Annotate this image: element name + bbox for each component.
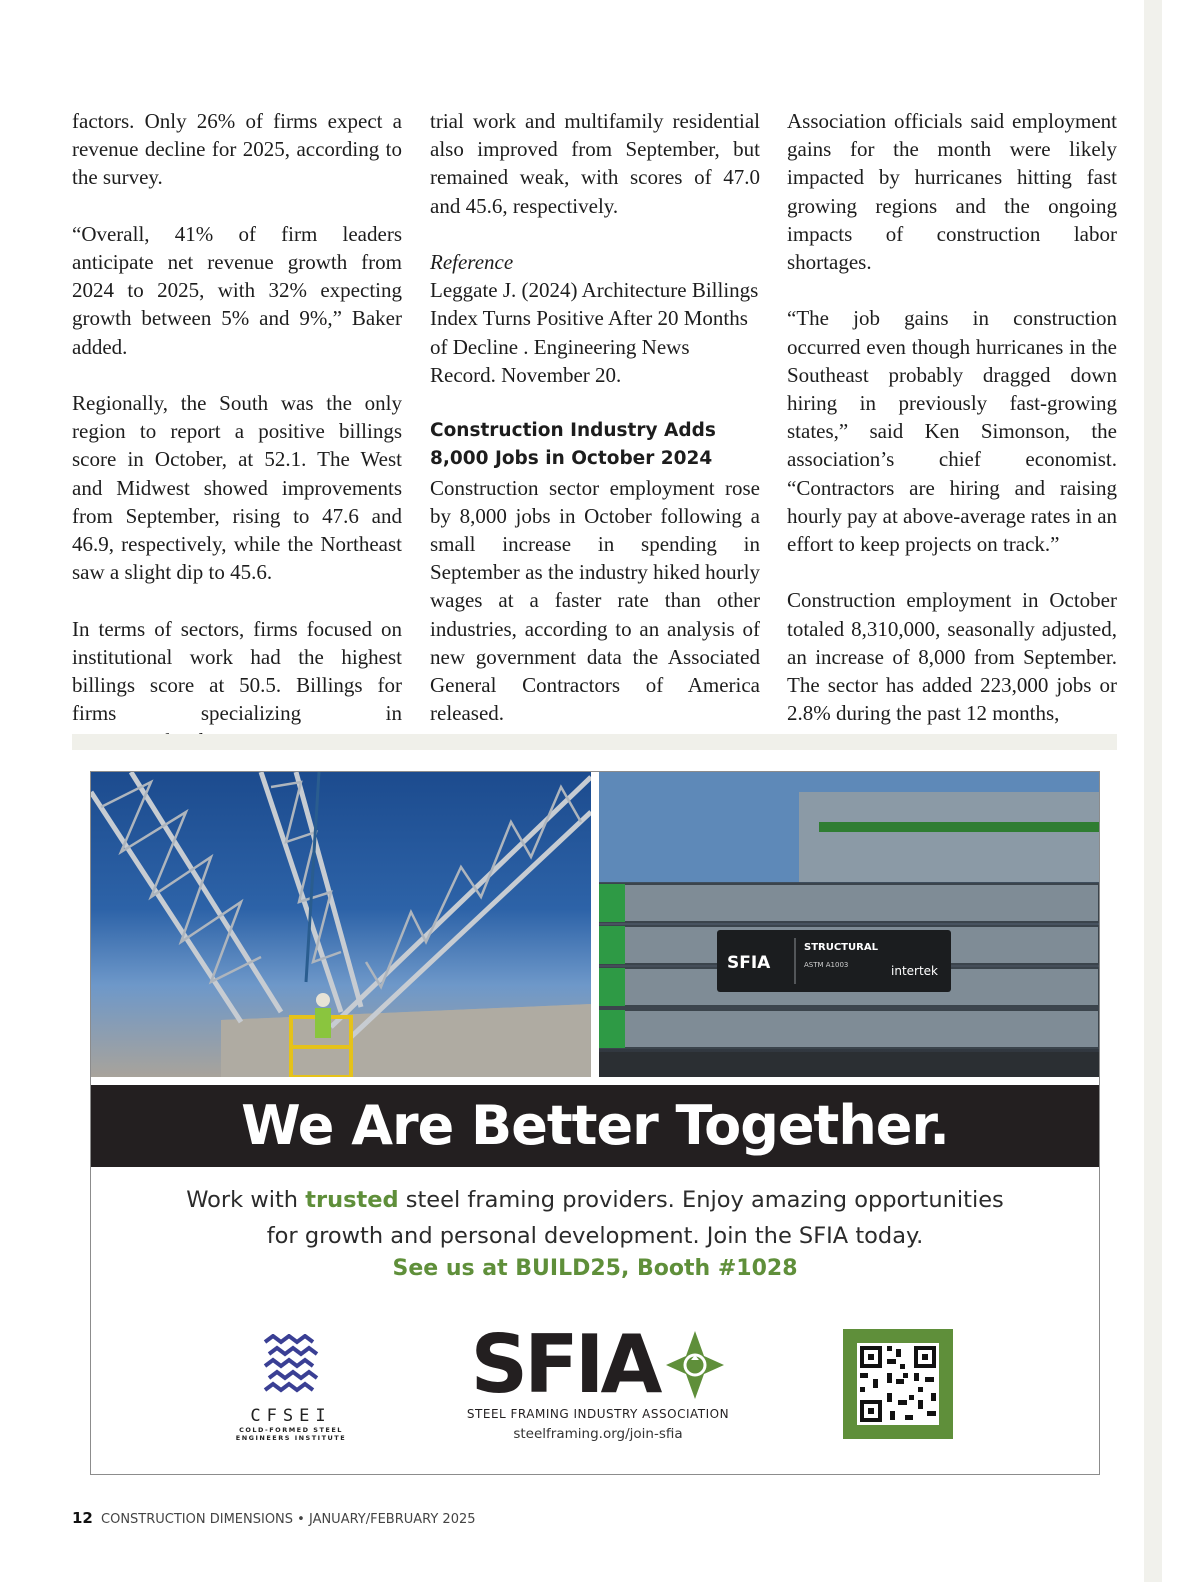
paragraph: “The job gains in construction occurred even though hurricanes in the Southeast probably dragged down hiring in previously fast-growing states,” said Ken Simonson, the association’s chief economist. “Contractors are hiring and raising hourly pay at above-average rates in an effort to keep projects on track.” bbox=[787, 306, 1118, 557]
page-footer bbox=[72, 1509, 476, 1527]
paragraph: Association officials said employment gains for the month were likely impacted by hurricanes hitting fast growing regions and the ongoing impacts of construction labor shortages. bbox=[787, 109, 1117, 275]
headline-line: Construction Industry Adds bbox=[430, 420, 716, 442]
paragraph: Construction sector employment rose by 8,000 jobs in October following a small increase in spending in September as the industry hiked hourly wages at a faster rate than other industries, according to an analysis of new government data the Associated General Contractors of America released. bbox=[430, 475, 760, 726]
cfsei-subtitle: COLD-FORMED STEEL bbox=[239, 1426, 343, 1434]
cfsei-subtitle: ENGINEERS INSTITUTE bbox=[235, 1434, 347, 1442]
headline-line: 8,000 Jobs in October 2024 bbox=[430, 448, 713, 470]
paragraph: trial work and multifamily residential also improved from September, but remained weak, with scores of 47.0 and 45.6, respectively. bbox=[430, 109, 760, 218]
headline-banner bbox=[91, 1085, 1099, 1167]
sfia-advertisement bbox=[90, 771, 1100, 1475]
steel-stack-illustration bbox=[599, 772, 1099, 1077]
construction-photo bbox=[91, 772, 591, 1077]
label-cert-text: intertek bbox=[891, 964, 938, 978]
label-structural-text: STRUCTURAL bbox=[804, 942, 878, 953]
sfia-lockup bbox=[463, 1318, 733, 1411]
sfia-full-name: STEEL FRAMING INDUSTRY ASSOCIATION bbox=[466, 1407, 730, 1421]
page-number: 12 bbox=[72, 1509, 93, 1527]
article-column-2 bbox=[430, 107, 760, 727]
section-headline bbox=[430, 417, 760, 473]
paragraph: Regionally, the South was the only region to report a positive billings score in October, at 52.1. The West and Midwest showed improvements from September, rising to 47.6 and 46.9, respectively, while the Northeast saw a slight dip to 45.6. bbox=[72, 391, 402, 585]
paragraph: In terms of sectors, firms focused on institutional work had the highest billings score at 50.5. Billings for firms specializing in bbox=[72, 616, 402, 726]
label-code-text: ASTM A1003 bbox=[804, 961, 849, 969]
label-brand-text: SFIA bbox=[727, 953, 771, 973]
sfia-logo bbox=[463, 1318, 733, 1442]
section-divider bbox=[72, 734, 1117, 750]
copy-text: steel framing providers. Enjoy amazing opportunities bbox=[398, 1187, 1004, 1213]
qr-code[interactable] bbox=[843, 1329, 953, 1439]
paragraph: Construction employment in October totaled 8,310,000, seasonally adjusted, an increase of 8,000 from September. The sector has added 223,000 jobs or 2.8% during the past 12 months, bbox=[787, 588, 1117, 726]
cfsei-emblem-icon bbox=[261, 1334, 321, 1394]
cfsei-logo bbox=[226, 1334, 356, 1442]
truss-scene-illustration bbox=[91, 772, 591, 1077]
sfia-star-icon bbox=[664, 1329, 726, 1401]
reference-citation: Leggate J. (2024) Architecture Billings Index Turns Positive After 20 Months of Decline . Engineering News Record. November 20. bbox=[430, 278, 759, 387]
article-column-3 bbox=[787, 107, 1117, 727]
paragraph: factors. Only 26% of firms expect a revenue decline for 2025, according to the survey. bbox=[72, 109, 402, 190]
article-column-1 bbox=[72, 107, 402, 756]
highlight-word: trusted bbox=[305, 1187, 399, 1213]
ad-headline: We Are Better Together. bbox=[241, 1094, 949, 1157]
sfia-url: steelframing.org/join-sfia bbox=[513, 1426, 683, 1442]
ad-copy-line: for growth and personal development. Join the SFIA today. bbox=[266, 1223, 924, 1249]
cfsei-name: CFSEI bbox=[250, 1406, 332, 1426]
paragraph: “Overall, 41% of firm leaders anticipate net revenue growth from 2024 to 2025, with 32% expecting growth between 5% and 9%,” Baker added. bbox=[72, 221, 402, 359]
reference-heading: Reference bbox=[430, 250, 514, 274]
ad-copy bbox=[91, 1182, 1099, 1254]
booth-callout: See us at BUILD25, Booth #1028 bbox=[392, 1256, 798, 1281]
publication-info: CONSTRUCTION DIMENSIONS • JANUARY/FEBRUARY 2025 bbox=[101, 1512, 476, 1527]
page-edge-strip bbox=[1144, 0, 1162, 1582]
ad-copy-line bbox=[91, 1182, 1099, 1218]
sfia-wordmark: SFIA bbox=[470, 1318, 659, 1411]
qr-code-icon bbox=[843, 1329, 953, 1439]
steel-stud-photo bbox=[599, 772, 1099, 1077]
copy-text: Work with bbox=[186, 1187, 306, 1213]
